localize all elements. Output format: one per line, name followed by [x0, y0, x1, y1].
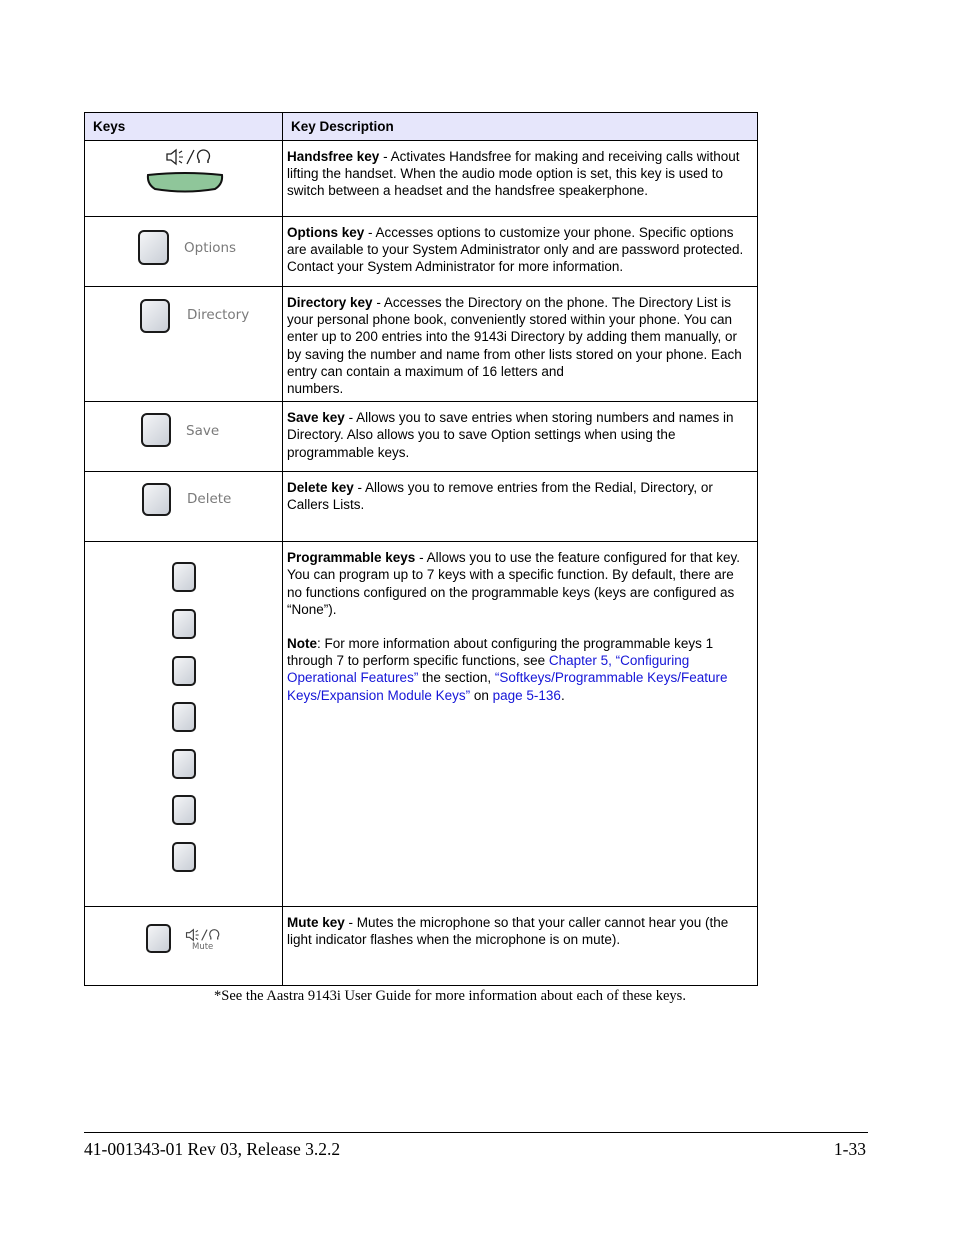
programmable-description-cell	[283, 542, 758, 907]
softkeys-section-link[interactable]: “Softkeys/Programmable Keys/Feature Keys/Expansion Module Keys”	[287, 670, 728, 703]
handsfree-key-cell	[85, 141, 283, 217]
save-key-text: - Allows you to save entries when storing numbers and names in Directory. Also allows you to save Option settings when using the programmable keys.	[287, 410, 734, 460]
delete-key-button[interactable]	[142, 483, 171, 516]
programmable-keys-cell	[85, 542, 283, 907]
mute-key-cell	[85, 907, 283, 986]
save-key-cell	[85, 402, 283, 472]
programmable-key-4-button[interactable]	[172, 702, 196, 732]
programmable-key-5-button[interactable]	[172, 749, 196, 779]
footer-page-number: 1-33	[833, 1139, 866, 1159]
programmable-key-7-button[interactable]	[172, 842, 196, 872]
save-key-button[interactable]	[141, 413, 171, 447]
delete-description-cell	[283, 472, 758, 542]
header-keys: Keys	[85, 113, 283, 141]
footnote-text: *See the Aastra 9143i User Guide for more information about each of these keys.	[214, 988, 686, 1004]
options-key-button[interactable]	[138, 230, 169, 265]
mute-key-label: Mute	[192, 942, 214, 953]
footnote	[0, 988, 900, 1005]
note-term: Note	[287, 636, 317, 652]
page-5-136-link[interactable]: page 5-136	[492, 687, 561, 703]
note-text-a: : For more information about configuring the programmable keys 1 through 7 to perform specific functions, see	[287, 636, 714, 669]
chapter-5-link[interactable]: Chapter 5, “Configuring Operational Features”	[287, 653, 690, 686]
programmable-key-6-button[interactable]	[172, 795, 196, 825]
save-key-term: Save key	[287, 410, 345, 426]
directory-description-cell	[283, 287, 758, 402]
directory-key-label: Directory	[187, 307, 250, 323]
note-text-d: .	[560, 687, 565, 703]
mute-key-text: - Mutes the microphone so that your caller cannot hear you (the light indicator flashes when the microphone is on mute).	[287, 915, 729, 948]
programmable-keys-term: Programmable keys	[287, 550, 416, 566]
table-row	[85, 217, 758, 287]
handsfree-key-term: Handsfree key	[287, 149, 380, 164]
speaker-headset-icon	[185, 928, 223, 942]
options-key-cell	[85, 217, 283, 287]
handsfree-key-button[interactable]	[145, 170, 225, 194]
mute-key-term: Mute key	[287, 915, 345, 931]
directory-key-text: - Accesses the Directory on the phone. The Directory List is your personal phone book, conveniently stored within your phone. You can enter up to 200 entries into the 9143i Directory by adding them manually, or by saving the number and name from other lists stored on your phone. Each entry can contain a maximum of 16 letters and	[287, 295, 742, 379]
footer-doc-id: 41-001343-01 Rev 03, Release 3.2.2	[84, 1139, 341, 1159]
handsfree-description-cell	[283, 141, 758, 217]
table-row	[85, 141, 758, 217]
note-text-c: on	[470, 687, 493, 703]
options-key-text: - Accesses options to customize your phone. Specific options are available to your System Administrator only and are password protected. Contact your System Administrator for more information.	[287, 225, 744, 275]
speaker-headset-icon	[165, 148, 215, 166]
delete-key-label: Delete	[187, 491, 232, 508]
table-row	[85, 907, 758, 986]
mute-description-cell	[283, 907, 758, 986]
note-text-b: the section,	[418, 670, 495, 686]
programmable-keys-text: - Allows you to use the feature configured for that key. You can program up to 7 keys with a specific function. By default, there are no functions configured on the programmable keys (keys are configured as “None”).	[287, 550, 741, 617]
save-key-label: Save	[186, 423, 220, 440]
directory-key-button[interactable]	[140, 299, 170, 333]
header-key-description: Key Description	[283, 113, 758, 141]
table-header-row	[85, 113, 758, 141]
mute-key-button[interactable]	[146, 924, 171, 953]
save-description-cell	[283, 402, 758, 472]
programmable-key-1-button[interactable]	[172, 562, 196, 592]
directory-key-text-end: numbers.	[287, 381, 344, 397]
options-description-cell	[283, 217, 758, 287]
directory-key-term: Directory key	[287, 295, 373, 310]
key-description-table	[84, 112, 758, 986]
handsfree-key-text: - Activates Handsfree for making and receiving calls without lifting the handset. When the audio mode option is set, this key is used to switch between a headset and the handsfree speakerphone.	[287, 149, 740, 199]
options-key-label: Options	[184, 240, 237, 256]
delete-key-cell	[85, 472, 283, 542]
table-row	[85, 472, 758, 542]
delete-key-term: Delete key	[287, 480, 354, 496]
programmable-key-2-button[interactable]	[172, 609, 196, 639]
delete-key-text: - Allows you to remove entries from the Redial, Directory, or Callers Lists.	[287, 480, 713, 513]
footer-rule	[84, 1132, 868, 1133]
programmable-key-3-button[interactable]	[172, 656, 196, 686]
table-row	[85, 402, 758, 472]
table-row	[85, 542, 758, 907]
options-key-term: Options key	[287, 225, 365, 240]
directory-key-cell	[85, 287, 283, 402]
table-row	[85, 287, 758, 402]
